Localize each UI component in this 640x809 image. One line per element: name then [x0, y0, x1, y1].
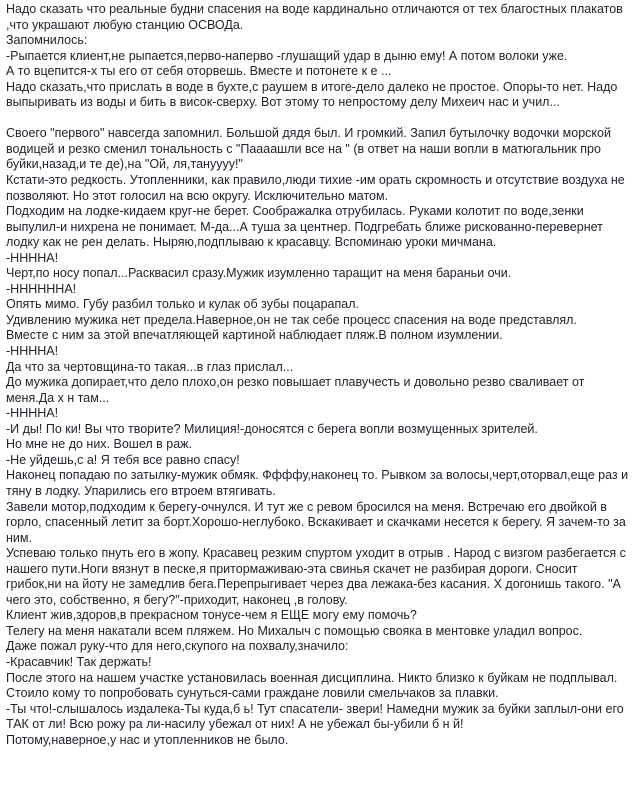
paragraph: Надо сказать,что прислать в воде в бухте,с раушем в итоге-дело далеко не простое. Опоры-то нет. Надо выпыривать из воды и бить в висок-сверху. Вот этому то непростому делу Михеич нас и учил...	[6, 79, 618, 110]
paragraph: Опять мимо. Губу разбил только и кулак об зубы поцарапал.	[6, 297, 359, 312]
paragraph: -ННННННА!	[6, 281, 77, 296]
paragraph: -ННННА!	[6, 344, 59, 359]
paragraph: Своего "первого" навсегда запомнил. Большой дядя был. И громкий. Запил бутылочку водочки морской водицей и резко сменил тональность с "Паааашли все на " (в ответ на наши вопли в матюгальник про буйки,назад,и те де),на "Ой, ля,тануууу!"	[6, 126, 611, 172]
paragraph: Стоило кому то попробовать сунуться-сами граждане ловили смельчаков за плавки.	[6, 686, 499, 701]
paragraph: Телегу на меня накатали всем пляжем. Но Михалыч с помощью свояка в ментовке уладил вопрос.	[6, 623, 583, 638]
paragraph: После этого на нашем участке установилась военная дисциплина. Никто близко к буйкам не подплывал.	[6, 670, 618, 685]
paragraph: Завели мотор,подходим к берегу-очнулся. И тут же с ревом бросился на меня. Встречаю его двойкой в горло, спасенный летит за борт.Хорошо-неглубоко. Вскакивает и скачками несется к берегу. Я зачем-то за ним.	[6, 499, 626, 545]
paragraph: -Ты что!-слышалось издалека-Ты куда,б ь! Тут спасатели- звери! Намедни мужик за буйки заплыл-они его ТАК от ли! Всю рожу ра ли-насилу убежал от них! А не убежал бы-убили б н й!	[6, 701, 624, 732]
paragraph: Успеваю только пнуть его в жопу. Красавец резким спуртом уходит в отрыв . Народ с визгом разбегается с нашего пути.Ноги вязнут в песке,я притормаживаю-эта свинья скачет не разбирая дороги. Сносит грибок,ни на йоту не замедлив бега.Перепрыгивает через два лежака-без касания. Х догонишь такого. "А чего это, собственно, я бегу?"-приходит, наконец ,в голову.	[6, 546, 626, 607]
paragraph: -Красавчик! Так держать!	[6, 654, 152, 669]
paragraph: Даже пожал руку-что для него,скупого на похвалу,значило:	[6, 639, 349, 654]
paragraph: -ННННА!	[6, 250, 59, 265]
paragraph: -Рыпается клиент,не рыпается,перво-наперво -глушащий удар в дыню ему! А потом волоки уже.	[6, 48, 568, 63]
paragraph: Черт,по носу попал...Раскваcил сразу.Мужик изумленно таращит на меня бараньи очи.	[6, 266, 512, 281]
paragraph: Клиент жив,здоров,в прекрасном тонусе-чем я ЕЩЕ могу ему помочь?	[6, 608, 417, 623]
paragraph: До мужика допирает,что дело плохо,он резко повышает плавучесть и довольно резво сваливает от меня.Да х н там...	[6, 375, 585, 405]
paragraph: -ННННА!	[6, 406, 59, 421]
paragraph: Наконец попадаю по затылку-мужик обмяк. Ффффу,наконец то. Рывком за волосы,черт,оторвал,еще раз и тяну в лодку. Упарились его втроем втягивать.	[6, 468, 629, 498]
paragraph: Удивлению мужика нет предела.Наверное,он не так себе процесс спасения на воде представлял.	[6, 312, 577, 327]
paragraph: Но мне не до них. Вошел в раж.	[6, 437, 192, 452]
paragraph: Потому,наверное,у нас и утопленников не было.	[6, 732, 289, 747]
paragraph: Да что за чертовщина-то такая...в глаз прислал...	[6, 359, 294, 374]
paragraph: Вместе с ним за этой впечатляющей картиной наблюдает пляж.В полном изумлении.	[6, 328, 503, 343]
paragraph: Надо сказать что реальные будни спасения на воде кардинально отличаются от тех благостных плакатов ,что украшают любую станцию ОСВОДа.	[6, 2, 623, 32]
paragraph: Подходим на лодке-кидаем круг-не берет. Соображалка отрубилась. Руками колотит по воде,зенки выпулил-и нихрена не понимает. М-да...А туша за центнер. Подгребать ближе рискованно-перевернет лодку как не рен делать. Ныряю,подплываю к красавцу. Вспоминаю уроки мичмана.	[6, 204, 603, 250]
blank-line	[6, 111, 634, 127]
paragraph: Запомнилось:	[6, 33, 88, 48]
paragraph: Кстати-это редкость. Утопленники, как правило,люди тихие -им орать скромность и отсутствие воздуха не позволяют. Но этот голосил на всю округу. Исключительно матом.	[6, 173, 625, 203]
paragraph: -И ды! По ки! Вы что творите? Милиция!-доносятся с берега вопли возмущенных зрителей.	[6, 421, 538, 436]
paragraph: -Не уйдешь,с а! Я тебя все равно спасу!	[6, 452, 240, 467]
paragraph: А то вцепится-х ты его от себя оторвешь. Вместе и потонете к е ...	[6, 64, 392, 79]
